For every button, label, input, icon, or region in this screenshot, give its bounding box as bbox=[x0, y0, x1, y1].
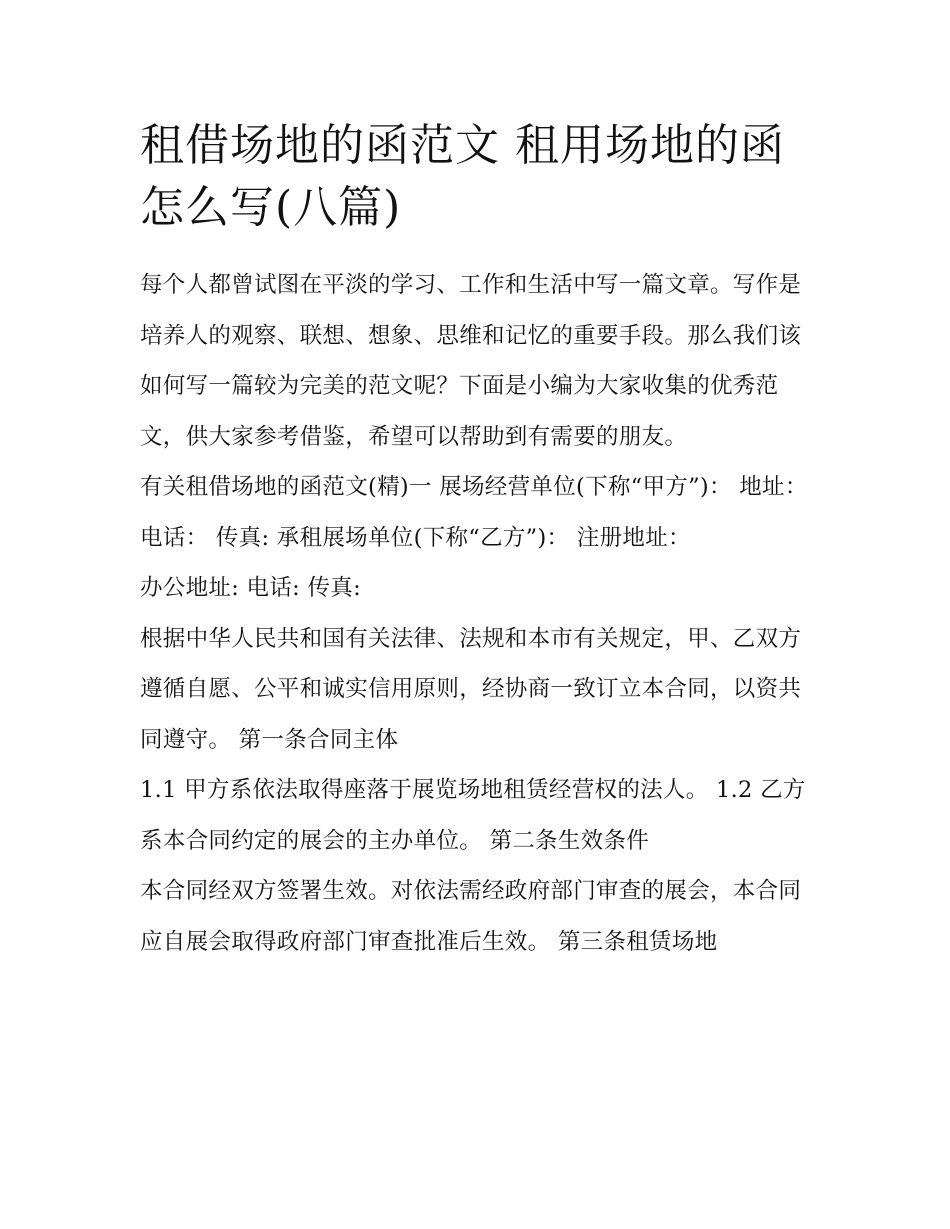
parties-paragraph: 有关租借场地的函范文(精)一 展场经营单位(下称“甲方”)： 地址： 电话： 传真: 承租展场单位(下称“乙方”)： 注册地址： bbox=[140, 474, 808, 551]
effective-condition-paragraph: 本合同经双方签署生效。对依法需经政府部门审查的展会，本合同应自展会取得政府部门审查批准后生效。 第三条租赁场地 bbox=[140, 878, 802, 955]
intro-paragraph: 每个人都曾试图在平淡的学习、工作和生活中写一篇文章。写作是培养人的观察、联想、想象、思维和记忆的重要手段。那么我们该如何写一篇较为完美的范文呢？下面是小编为大家收集的优秀范文，供大家参考借鉴，希望可以帮助到有需要的朋友。 bbox=[140, 272, 802, 450]
document-body bbox=[140, 115, 812, 967]
legal-basis-paragraph: 根据中华人民共和国有关法律、法规和本市有关规定，甲、乙双方遵循自愿、公平和诚实信用原则，经协商一致订立本合同，以资共同遵守。 第一条合同主体 bbox=[140, 625, 802, 753]
contract-parties-paragraph: 1.1 甲方系依法取得座落于展览场地租赁经营权的法人。 1.2 乙方系本合同约定的展会的主办单位。 第二条生效条件 bbox=[140, 777, 806, 854]
office-contact-paragraph: 办公地址: 电话: 传真: bbox=[140, 575, 361, 601]
document-title: 租借场地的函范文 租用场地的函怎么写(八篇) bbox=[140, 120, 785, 233]
